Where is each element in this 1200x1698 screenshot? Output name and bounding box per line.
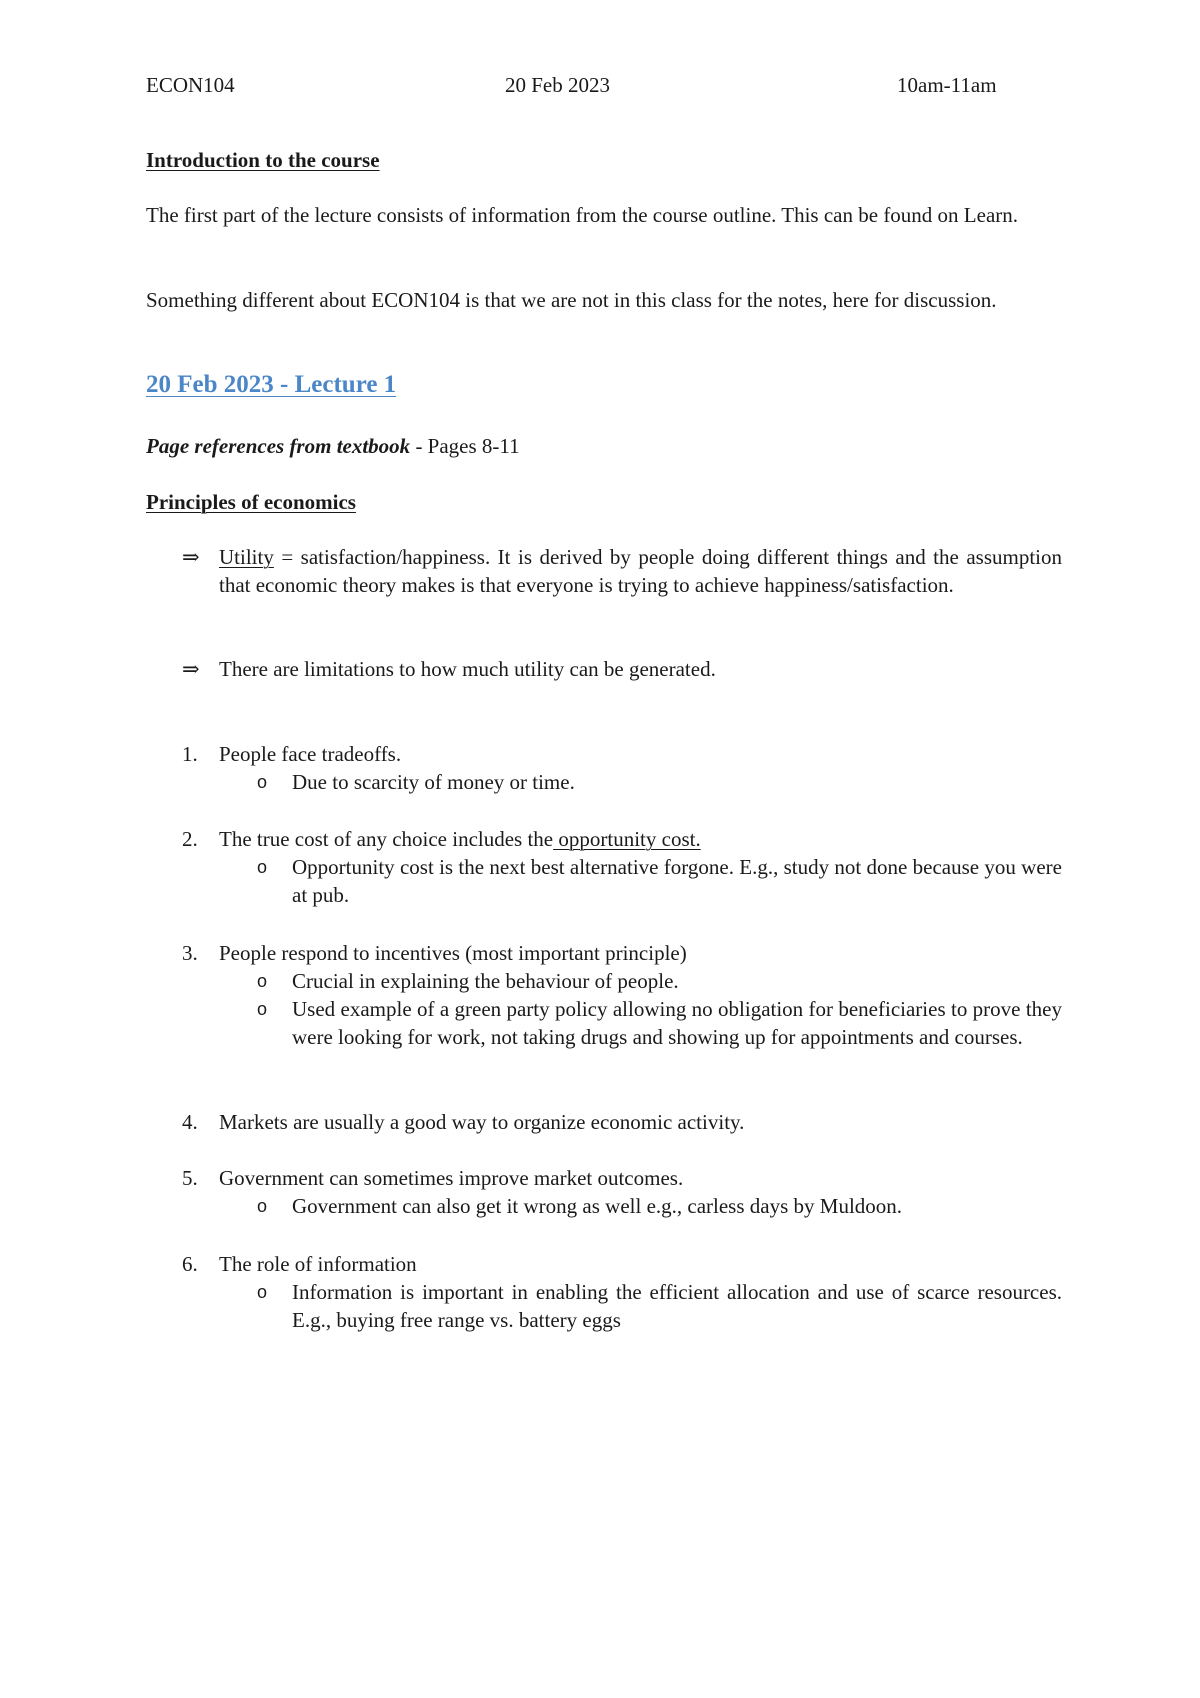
- list-text: People respond to incentives (most important principle): [219, 941, 687, 965]
- page-references-value: - Pages 8-11: [410, 434, 520, 458]
- bullet-icon: o: [257, 857, 268, 877]
- lecture-heading: 20 Feb 2023 - Lecture 1: [146, 371, 397, 398]
- bullet-icon: o: [257, 999, 268, 1019]
- sub-bullet-text: Crucial in explaining the behaviour of people.: [292, 969, 679, 993]
- list-number: 2.: [182, 827, 198, 851]
- bullet-icon: o: [257, 1282, 268, 1302]
- list-number: 3.: [182, 941, 198, 965]
- list-number: 1.: [182, 742, 198, 766]
- opportunity-cost-term: opportunity cost.: [553, 827, 701, 851]
- list-number: 4.: [182, 1110, 198, 1134]
- list-item: [146, 1108, 1062, 1136]
- sub-bullet-text: Information is important in enabling the efficient allocation and use of scarce resources. E.g., buying free range vs. battery eggs: [292, 1280, 1062, 1332]
- list-item: [146, 939, 1062, 1051]
- utility-term: Utility: [219, 545, 274, 569]
- list-text-part: The true cost of any choice includes the: [219, 827, 554, 851]
- list-item: [146, 1250, 1062, 1334]
- principles-title: Principles of economics: [146, 490, 356, 514]
- sub-bullet: [257, 1278, 1062, 1334]
- intro-paragraph-1: The first part of the lecture consists of information from the course outline. This can be found on Learn.: [146, 203, 1019, 227]
- list-text: The role of information: [219, 1252, 417, 1276]
- list-item: [146, 1164, 1062, 1220]
- sub-bullet: [257, 768, 1062, 796]
- utility-definition: = satisfaction/happiness. It is derived by people doing different things and the assumption that economic theory makes is that everyone is trying to achieve happiness/satisfaction.: [219, 545, 1062, 597]
- arrow-icon: ⇒: [182, 545, 200, 569]
- arrow-point-limitations: [146, 655, 1062, 683]
- bullet-icon: o: [257, 772, 268, 792]
- header-date: 20 Feb 2023: [505, 73, 610, 97]
- list-item: [146, 825, 1062, 909]
- list-text: [219, 825, 1062, 853]
- list-number: 6.: [182, 1252, 198, 1276]
- intro-paragraph-2: Something different about ECON104 is that we are not in this class for the notes, here for discussion.: [146, 288, 997, 312]
- header-course: ECON104: [146, 73, 235, 97]
- list-text: People face tradeoffs.: [219, 742, 402, 766]
- intro-title: Introduction to the course: [146, 148, 380, 172]
- limitations-text: There are limitations to how much utility can be generated.: [219, 657, 716, 681]
- sub-bullet: [257, 967, 1062, 995]
- sub-bullet-text: Government can also get it wrong as well e.g., carless days by Muldoon.: [292, 1194, 903, 1218]
- arrow-point-utility: [146, 543, 1062, 599]
- page-references-label: Page references from textbook: [146, 434, 411, 458]
- sub-bullet-text: Opportunity cost is the next best alternative forgone. E.g., study not done because you were at pub.: [292, 855, 1062, 907]
- sub-bullet: [257, 1192, 1062, 1220]
- list-text: Markets are usually a good way to organize economic activity.: [219, 1110, 745, 1134]
- arrow-icon: ⇒: [182, 657, 200, 681]
- list-text: Government can sometimes improve market outcomes.: [219, 1166, 684, 1190]
- header-time: 10am-11am: [897, 73, 997, 97]
- bullet-icon: o: [257, 971, 268, 991]
- bullet-icon: o: [257, 1196, 268, 1216]
- sub-bullet: [257, 995, 1062, 1051]
- sub-bullet-text: Due to scarcity of money or time.: [292, 770, 575, 794]
- list-number: 5.: [182, 1166, 198, 1190]
- page-references: [146, 432, 520, 460]
- list-item: [146, 740, 1062, 796]
- sub-bullet: [257, 853, 1062, 909]
- sub-bullet-text: Used example of a green party policy allowing no obligation for beneficiaries to prove they were looking for work, not taking drugs and showing up for appointments and courses.: [292, 997, 1062, 1049]
